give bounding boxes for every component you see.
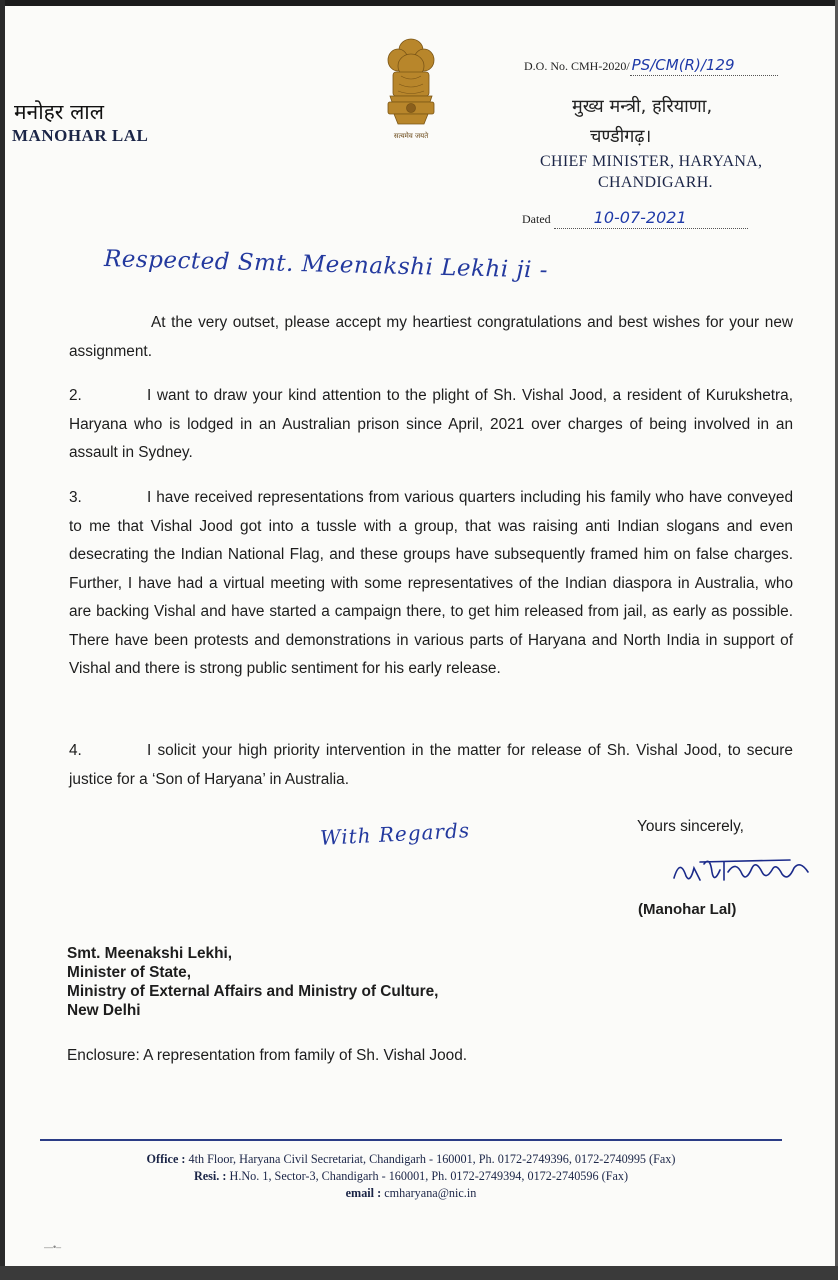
letterhead-footer <box>40 1151 782 1202</box>
dated-label: Dated <box>522 212 551 226</box>
do-handwritten: PS/CM(R)/129 <box>630 56 778 76</box>
city-english: CHANDIGARH. <box>598 174 713 191</box>
sender-name-english: MANOHAR LAL <box>12 126 149 145</box>
scan-edge-bottom <box>0 1266 838 1280</box>
recipient-designation: Minister of State, <box>67 964 191 981</box>
sender-name-hindi: मनोहर लाल <box>14 100 104 124</box>
handwritten-regards: With Regards <box>319 818 471 850</box>
footer-divider <box>40 1139 782 1141</box>
recipient-name: Smt. Meenakshi Lekhi, <box>67 945 233 962</box>
paragraph-3-number: 3. <box>69 489 82 506</box>
closing-line: Yours sincerely, <box>637 818 744 835</box>
footer-email-line <box>40 1185 782 1202</box>
margin-scribble-icon: —•– <box>44 1242 62 1252</box>
dated-value: 10-07-2021 <box>554 208 748 229</box>
date-line <box>522 208 748 229</box>
paragraph-4 <box>69 737 793 794</box>
paragraph-1-text: At the very outset, please accept my heartiest congratulations and best wishes for your new assignment. <box>69 314 793 360</box>
designation-english: CHIEF MINISTER, HARYANA, <box>540 153 763 170</box>
recipient-address <box>67 944 438 1020</box>
signatory-name: (Manohar Lal) <box>638 901 737 918</box>
footer-office-text: 4th Floor, Haryana Civil Secretariat, Chandigarh - 160001, Ph. 0172-2749396, 0172-2740995 (Fax) <box>188 1152 676 1166</box>
paragraph-1 <box>69 309 793 366</box>
scan-edge-left <box>0 0 5 1280</box>
designation-hindi: मुख्य मन्त्री, हरियाणा, <box>572 96 713 117</box>
footer-office-label: Office : <box>146 1152 186 1166</box>
scan-edge-top <box>0 0 838 6</box>
footer-resi-label: Resi. : <box>193 1169 227 1183</box>
recipient-ministry: Ministry of External Affairs and Ministry of Culture, <box>67 983 439 1000</box>
emblem-motto: सत्यमेव जयते <box>393 132 429 140</box>
paragraph-2-text: I want to draw your kind attention to the plight of Sh. Vishal Jood, a resident of Kurukshetra, Haryana who is lodged in an Australian prison since April, 2021 over charges of being involved in an assault in Sydney. <box>69 387 793 461</box>
footer-resi-text: H.No. 1, Sector-3, Chandigarh - 160001, Ph. 0172-2749394, 0172-2740596 (Fax) <box>229 1169 629 1183</box>
footer-email-text: cmharyana@nic.in <box>384 1186 477 1200</box>
paragraph-3 <box>69 484 793 684</box>
handwritten-salutation: Respected Smt. Meenakshi Lekhi ji - <box>103 246 549 284</box>
footer-office-line <box>40 1151 782 1168</box>
paragraph-4-text: I solicit your high priority intervention in the matter for release of Sh. Vishal Jood, to secure justice for a ‘Son of Haryana’ in Australia. <box>69 742 793 788</box>
do-label: D.O. No. CMH-2020/ <box>524 59 630 73</box>
enclosure-note: Enclosure: A representation from family of Sh. Vishal Jood. <box>67 1047 468 1064</box>
paragraph-3-text: I have received representations from various quarters including his family who have conveyed to me that Vishal Jood got into a tussle with a group, that was raising anti Indian slogans and even desecrating the Indian National Flag, and these groups have subsequently framed him on false charges. Further, I have had a virtual meeting with some representatives of the Indian diaspora in Australia, who are backing Vishal and have started a campaign there, to get him released from jail, as early as possible. There have been protests and demonstrations in various parts of Haryana and North India in support of Vishal and there is strong public sentiment for his early release. <box>69 489 793 677</box>
signature-icon <box>670 850 815 890</box>
state-emblem-icon <box>376 36 446 140</box>
paragraph-2-number: 2. <box>69 387 82 404</box>
recipient-city: New Delhi <box>67 1002 141 1019</box>
do-number <box>524 56 778 76</box>
paragraph-4-number: 4. <box>69 742 82 759</box>
paragraph-2 <box>69 382 793 468</box>
footer-email-label: email : <box>345 1186 382 1200</box>
city-hindi: चण्डीगढ़। <box>590 126 652 147</box>
footer-resi-line <box>40 1168 782 1185</box>
